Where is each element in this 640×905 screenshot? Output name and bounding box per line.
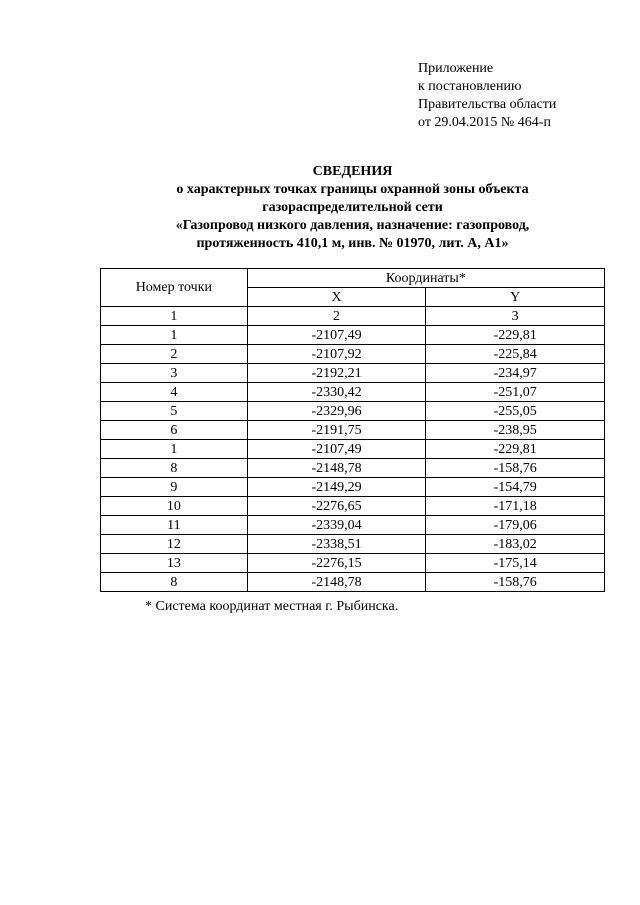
table-row (101, 421, 605, 440)
y-coordinate-cell: -158,76 (426, 573, 605, 592)
table-row (101, 459, 605, 478)
column-number-2: 2 (247, 307, 426, 326)
table-row (101, 478, 605, 497)
point-number-cell: 4 (101, 383, 248, 402)
x-coordinate-cell: -2330,42 (247, 383, 426, 402)
header-y: Y (426, 288, 605, 307)
table-row (101, 573, 605, 592)
y-coordinate-cell: -255,05 (426, 402, 605, 421)
column-number-1: 1 (101, 307, 248, 326)
table-row (101, 326, 605, 345)
annex-line-government: Правительства области (418, 97, 557, 112)
column-number-3: 3 (426, 307, 605, 326)
y-coordinate-cell: -229,81 (426, 326, 605, 345)
x-coordinate-cell: -2338,51 (247, 535, 426, 554)
table-row (101, 535, 605, 554)
point-number-cell: 13 (101, 554, 248, 573)
x-coordinate-cell: -2339,04 (247, 516, 426, 535)
x-coordinate-cell: -2191,75 (247, 421, 426, 440)
heading-subtitle-line-1: о характерных точках границы охранной зоны объекта (176, 182, 529, 197)
heading-title: СВЕДЕНИЯ (312, 164, 393, 179)
heading-object-name-line-1: «Газопровод низкого давления, назначение: газопровод, (175, 218, 530, 233)
x-coordinate-cell: -2276,65 (247, 497, 426, 516)
coordinates-table (100, 268, 605, 592)
y-coordinate-cell: -154,79 (426, 478, 605, 497)
point-number-cell: 12 (101, 535, 248, 554)
x-coordinate-cell: -2148,78 (247, 573, 426, 592)
document-heading (100, 163, 605, 253)
table-row (101, 383, 605, 402)
header-point-number: Номер точки (101, 269, 248, 307)
y-coordinate-cell: -238,95 (426, 421, 605, 440)
point-number-cell: 3 (101, 364, 248, 383)
annex-line-title: Приложение (418, 61, 494, 76)
point-number-cell: 11 (101, 516, 248, 535)
y-coordinate-cell: -158,76 (426, 459, 605, 478)
x-coordinate-cell: -2107,49 (247, 326, 426, 345)
point-number-cell: 1 (101, 440, 248, 459)
x-coordinate-cell: -2276,15 (247, 554, 426, 573)
table-row (101, 497, 605, 516)
y-coordinate-cell: -225,84 (426, 345, 605, 364)
point-number-cell: 10 (101, 497, 248, 516)
point-number-cell: 9 (101, 478, 248, 497)
heading-object-name-line-2: протяженность 410,1 м, инв. № 01970, лит. А, А1» (196, 236, 509, 251)
annex-line-date-number: от 29.04.2015 № 464-п (418, 115, 551, 130)
table-row (101, 402, 605, 421)
annex-block (418, 60, 556, 132)
x-coordinate-cell: -2192,21 (247, 364, 426, 383)
y-coordinate-cell: -171,18 (426, 497, 605, 516)
table-row (101, 554, 605, 573)
point-number-cell: 8 (101, 573, 248, 592)
table-column-numbers-row (101, 307, 605, 326)
header-x: X (247, 288, 426, 307)
table-row (101, 364, 605, 383)
table-header-row (101, 269, 605, 288)
point-number-cell: 5 (101, 402, 248, 421)
x-coordinate-cell: -2149,29 (247, 478, 426, 497)
y-coordinate-cell: -175,14 (426, 554, 605, 573)
point-number-cell: 6 (101, 421, 248, 440)
header-coordinates: Координаты* (247, 269, 604, 288)
coordinate-system-footnote: * Система координат местная г. Рыбинска. (145, 599, 399, 614)
y-coordinate-cell: -234,97 (426, 364, 605, 383)
y-coordinate-cell: -179,06 (426, 516, 605, 535)
x-coordinate-cell: -2148,78 (247, 459, 426, 478)
annex-line-resolution: к постановлению (418, 79, 522, 94)
table-row (101, 516, 605, 535)
x-coordinate-cell: -2329,96 (247, 402, 426, 421)
x-coordinate-cell: -2107,49 (247, 440, 426, 459)
point-number-cell: 2 (101, 345, 248, 364)
y-coordinate-cell: -251,07 (426, 383, 605, 402)
x-coordinate-cell: -2107,92 (247, 345, 426, 364)
point-number-cell: 8 (101, 459, 248, 478)
point-number-cell: 1 (101, 326, 248, 345)
heading-subtitle-line-2: газораспределительной сети (262, 200, 443, 215)
table-row (101, 345, 605, 364)
y-coordinate-cell: -183,02 (426, 535, 605, 554)
table-row (101, 440, 605, 459)
y-coordinate-cell: -229,81 (426, 440, 605, 459)
